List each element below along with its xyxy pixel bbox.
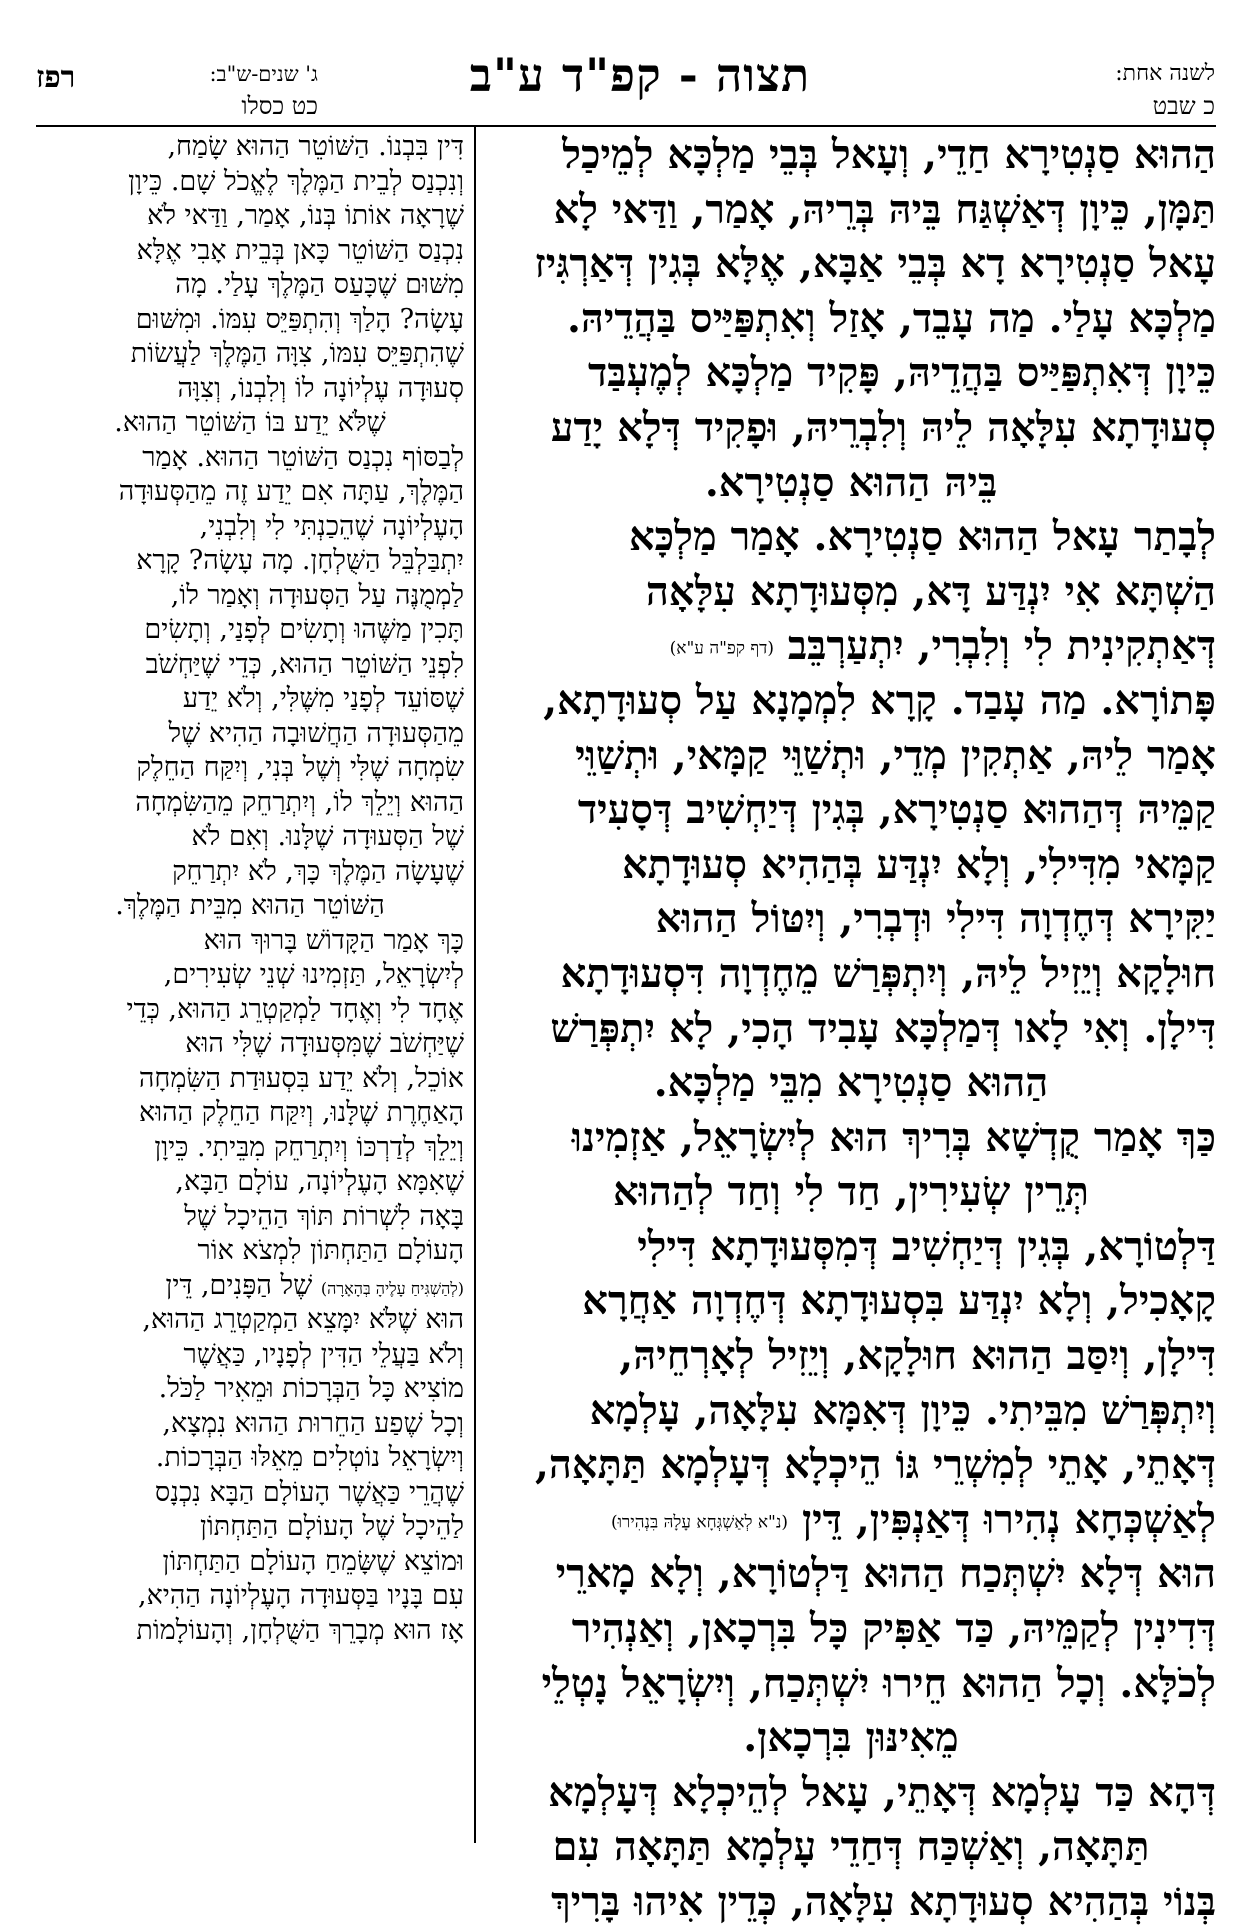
main-line: דְּדִינִין לְקַמֵּיהּ, כַּד אַפִּיק כָּל בִּרְכָאן, וְאַנְהִיר xyxy=(571,1605,1216,1653)
side-line: שֶׁל הַסְּעוּדָה שֶׁלָּנוּ. וְאִם לֹא xyxy=(191,821,464,852)
nusach-reference: (נ"א לְאַשְׁגְּחָא עָלָהּ בִּנְהִירוּ) xyxy=(610,1512,789,1533)
nusach-reference: (לְהַשְׁגִּיחַ עָלֶיהָ בְּהָאָרָה) xyxy=(320,1278,464,1298)
side-line-text: שֶׁל הַפָּנִים, דֵּין xyxy=(165,1269,313,1301)
main-line: מֵאִינּוּן בִּרְכָאן. xyxy=(743,1714,959,1762)
schedule-three-years-date: כט כסלו xyxy=(241,92,318,120)
side-line: אָז הוּא מְבָרֵךְ הַשֻּׁלְחָן, וְהָעוֹלָמוֹת xyxy=(136,1614,464,1646)
side-line: כָּךְ אָמַר הַקָּדוֹשׁ בָּרוּךְ הוּא xyxy=(203,924,464,956)
side-line: הַהוּא וְיֵלֵךְ לוֹ, וְיִתְרַחֵק מֵהַשִּׂמְחָה xyxy=(135,786,464,818)
main-line: כַּךְ אָמַר קֻדְשָׁא בְּרִיךְ הוּא לְיִשְׂרָאֵל, אַזְמִינוּ xyxy=(571,1113,1216,1161)
main-line: תַּתָּאָה, וְאַשְׁכַּח דְּחַדֵי עָלְמָא תַּתָּאָה עִם xyxy=(552,1823,1150,1871)
side-line: שֶׁאִמָּא הָעֶלְיוֹנָה, עוֹלָם הַבָּא, xyxy=(175,1166,464,1197)
main-line-text: דְּאַתְקִינִית לִי וְלִבְרִי, יִתְעַרְבֵּב xyxy=(787,622,1216,670)
side-line: יִתְבַּלְבֵּל הַשֻּׁלְחָן. מָה עָשָׂה? קָרָא xyxy=(136,545,464,576)
main-line: לְכֹלָּא. וְכָל הַהוּא חֵירוּ יִשְׁתְּכַח, וְיִשְׂרָאֵל נָטְלֵי xyxy=(541,1659,1216,1707)
side-line: לַהֵיכָל שֶׁל הָעוֹלָם הַתַּחְתּוֹן xyxy=(200,1511,464,1542)
side-line: סְעוּדָה עֶלְיוֹנָה לוֹ וְלִבְנוֹ, וְצִוָּה xyxy=(177,372,464,404)
page-number: רפז xyxy=(36,60,76,95)
side-line: וְכָל שֶׁפַע הַחֵרוּת הַהוּא נִמְצָא, xyxy=(162,1407,464,1439)
main-line: דִּילָן. וְאִי לָאו דְּמַלְכָּא עָבִיד הָכִי, לָא יִתְפְּרַשׁ xyxy=(550,1004,1216,1052)
side-line: דִּין בִּבְנוֹ. הַשּׁוֹטֵר הַהוּא שָׂמַח, xyxy=(167,131,464,162)
main-column-aramaic xyxy=(486,128,1216,1930)
side-line: אוֹכֵל, וְלֹא יֵדַע בִּסְעוּדַת הַשִּׂמְחָה xyxy=(138,1062,464,1094)
side-column-translation xyxy=(36,130,464,1648)
side-line: שֶׁהֲרֵי כַּאֲשֶׁר הָעוֹלָם הַבָּא נִכְנָס xyxy=(154,1476,464,1508)
side-line: מִשּׁוּם שֶׁכָּעַס הַמֶּלֶךְ עָלַי. מָה xyxy=(175,269,464,300)
side-line: לַמְמֻנֶּה עַל הַסְּעוּדָה וְאָמַר לוֹ, xyxy=(170,579,464,611)
side-line: הַמֶּלֶךְ, עַתָּה אִם יֵדַע זֶה מֵהַסְּעוּדָה xyxy=(118,476,464,507)
side-line: הָעֶלְיוֹנָה שֶׁהֵכַנְתִּי לִי וְלִבְנִי, xyxy=(199,510,464,542)
side-line: וְיֵלֵךְ לְדַרְכּוֹ וְיִתְרַחֵק מִבֵּיתִי. כֵּיוָן xyxy=(154,1131,464,1163)
main-line: סְעוּדָתָא עִלָּאָה לֵיהּ וְלִבְרֵיהּ, וּפָקִיד דְּלָא יָדַע xyxy=(550,403,1216,451)
page-title: תצוה - קפ"ד ע"ב xyxy=(469,48,811,102)
main-line: תְּרֵין שְׂעִירִין, חַד לִי וְחַד לְהַהוּא xyxy=(613,1168,1089,1216)
schedule-one-year: לשנה אחת: xyxy=(1115,61,1215,86)
header-rule xyxy=(36,125,1216,127)
side-line: תָּכִין מַשֶּׁהוּ וְתָשִׂים לְפָנַי, וְתָשִׂים xyxy=(144,614,464,645)
side-line: שֶׁעָשָׂה הַמֶּלֶךְ כָּךְ, לֹא יִתְרַחֵק xyxy=(172,855,464,887)
main-line: תַּמָּן, כֵּיוָן דְּאַשְׁגַּח בֵּיהּ בְּרֵיהּ, אָמַר, וַדַּאי לָא xyxy=(553,185,1216,233)
main-line: לְבָתַר עָאל הַהוּא סַנְטִירָא. אָמַר מַלְכָּא xyxy=(629,513,1216,561)
main-line: כֵּיוָן דְּאִתְפַּיַּיס בַּהֲדֵיהּ, פָּקִיד מַלְכָּא לְמֶעְבַּד xyxy=(588,349,1216,397)
side-line: לְבַסּוֹף נִכְנַס הַשּׁוֹטֵר הַהוּא. אָמַר xyxy=(142,441,464,473)
side-line: הַשּׁוֹטֵר הַהוּא מִבֵּית הַמֶּלֶךְ. xyxy=(115,890,385,921)
main-line: וְיִתְפְּרַשׁ מִבֵּיתִי. כֵּיוָן דְּאִמָּא עִלָּאָה, עָלְמָא xyxy=(589,1386,1216,1434)
main-line: הַשְׁתָּא אִי יִנְדַּע דָּא, מִסְּעוּדָתָא עִלָּאָה xyxy=(645,567,1216,615)
main-line: דְּאָתֵי, אָתֵי לְמִשְׁרֵי גּוֹ הֵיכְלָא דְּעָלְמָא תַּתָּאָה, xyxy=(535,1441,1216,1489)
side-line: וְיִשְׂרָאֵל נוֹטְלִים מֵאֵלּוּ הַבְּרָכוֹת. xyxy=(155,1442,464,1473)
main-line-text-a: לְאַשְׁכְּחָא נְהִירוּ דְּאַנְפִּין, דֵּין xyxy=(801,1495,1216,1543)
schedule-three-years: ג' שנים-ש"ב: xyxy=(209,62,318,86)
side-line: מֵהַסְּעוּדָה הַחֲשׁוּבָה הַהִיא שֶׁל xyxy=(168,717,464,749)
main-line: פָּתוֹרָא. מַה עָבַד. קָרָא לִמְמָנָא עַל סְעוּדָתָא, xyxy=(543,676,1216,724)
main-line: קַמָּאי מִדִּילִי, וְלָא יִנְדַּע בְּהַהִיא סְעוּדָתָא xyxy=(622,840,1216,888)
main-line-with-ref xyxy=(486,619,1216,674)
side-line: הוּא שֶׁלֹּא יִמָּצֵא הַמְקַטְרֵג הַהוּא, xyxy=(142,1304,464,1335)
main-line: בְּנוֹי בְּהַהִיא סְעוּדָתָא עִלָּאָה, כְּדֵין אִיהוּ בָּרִיךְ xyxy=(551,1878,1216,1925)
side-line-with-ref xyxy=(36,1269,464,1304)
main-line: עָאל סַנְטִירָא דָא בְּבֵי אַבָּא, אֶלָּא בְּגִין דְּאַרְגִּיז xyxy=(534,240,1216,288)
main-line: דַּלְטוֹרָא, בְּגִין דְּיַחְשִׁיב דְּמִסְּעוּדָתָא דִּילִי xyxy=(637,1222,1216,1270)
side-line: וּמוֹצֵא שֶׁשָּׂמֵחַ הָעוֹלָם הַתַּחְתּוֹן xyxy=(162,1545,464,1577)
main-line: הַהוּא סַנְטִירָא מִבֵּי מַלְכָּא. xyxy=(653,1059,1049,1107)
side-line: הָאַחֶרֶת שֶׁלָּנוּ, וְיִקַּח הַחֵלֶק הַהוּא xyxy=(139,1097,464,1128)
side-line: לִפְנֵי הַשּׁוֹטֵר הַהוּא, כְּדֵי שֶׁיַּחְשֹׁב xyxy=(145,648,464,680)
side-line: שִׂמְחָה שֶׁלִּי וְשֶׁל בְּנִי, וְיִקַּח הַחֵלֶק xyxy=(136,752,464,783)
main-line: יַקִּירָא דְּחֶדְוָה דִּילִי וּדְבְרִי, וְיִטּוֹל הַהוּא xyxy=(655,895,1216,943)
main-line: הוּא דְּלָא יִשְׁתְּכַח הַהוּא דַּלְטוֹרָא, וְלָא מָארֵי xyxy=(555,1550,1216,1598)
side-line: וְלֹא בַּעֲלֵי הַדִּין לְפָנָיו, כַּאֲשֶׁר xyxy=(183,1338,464,1370)
main-line: קַמֵּיהּ דְּהַהוּא סַנְטִירָא, בְּגִין דְּיַחְשִׁיב דְּסָעִיד xyxy=(577,786,1216,834)
side-line: אֶחָד לִי וְאֶחָד לַמְקַטְרֵג הַהוּא, כְּדֵי xyxy=(126,993,464,1025)
side-line: מוֹצִיא כָּל הַבְּרָכוֹת וּמֵאִיר לַכֹּל. xyxy=(158,1373,464,1404)
side-line: וְנִכְנַס לְבֵית הַמֶּלֶךְ לֶאֱכֹל שָׁם. כֵּיוָן xyxy=(128,165,464,197)
side-line: בָּאָה לִשְׁרוֹת תּוֹךְ הַהֵיכָל שֶׁל xyxy=(184,1200,464,1232)
main-line: דְּהָא כַּד עָלְמָא דְּאָתֵי, עָאל לְהֵיכְלָא דְּעָלְמָא xyxy=(548,1768,1216,1816)
side-line: שֶׁהִתְפַּיֵּס עִמּוֹ, צִוָּה הַמֶּלֶךְ לַעֲשׂוֹת xyxy=(130,338,464,369)
side-line: נִכְנַס הַשּׁוֹטֵר כָּאן בְּבֵית אָבִי אֶלָּא xyxy=(136,234,464,266)
schedule-one-year-date: כ שבט xyxy=(1152,92,1215,120)
main-line: דִּילָן, וְיִסַּב הַהוּא חוּלָקָא, וְיֵזִיל לְאָרְחֵיהּ, xyxy=(619,1332,1216,1380)
side-line: עָשָׂה? הָלַךְ וְהִתְפַּיֵּס עִמּוֹ. וּמִשּׁוּם xyxy=(135,303,464,335)
page-reference: (דף קפ"ה ע"א) xyxy=(669,639,774,660)
main-line: בֵּיהּ הַהוּא סַנְטִירָא. xyxy=(704,458,998,506)
main-line-with-ref xyxy=(486,1493,1216,1548)
main-line: מַלְכָּא עָלַי. מַה עָבֵד, אָזַל וְאִתְפַּיַּיס בַּהֲדֵיהּ. xyxy=(566,294,1216,342)
side-line: שֶׁרָאָה אוֹתוֹ בְּנוֹ, אָמַר, וַדַּאי לֹא xyxy=(147,200,464,231)
main-line: חוּלָקָא וְיֵזִיל לֵיהּ, וְיִתְפְּרַשׁ מֵחֶדְוָה דִּסְעוּדָתָא xyxy=(560,949,1216,997)
side-line: עִם בָּנָיו בַּסְּעוּדָה הָעֶלְיוֹנָה הַהִיא, xyxy=(138,1580,464,1611)
side-line: שֶׁיַּחְשֹׁב שֶׁמִּסְּעוּדָה שֶׁלִּי הוּא xyxy=(185,1028,464,1059)
side-line: שֶׁסּוֹעֵד לְפָנַי מִשֶּׁלִּי, וְלֹא יֵדַע xyxy=(182,683,464,714)
side-line: שֶׁלֹּא יֵדַע בּוֹ הַשּׁוֹטֵר הַהוּא. xyxy=(114,407,386,438)
main-line: קָאָכִיל, וְלָא יִנְדַּע בִּסְעוּדָתָא דְּחֶדְוָה אַחֲרָא xyxy=(582,1277,1216,1325)
main-line: הַהוּא סַנְטִירָא חַדֵי, וְעָאל בְּבֵי מַלְכָּא לְמֵיכַל xyxy=(562,131,1216,178)
side-line: הָעוֹלָם הַתַּחְתּוֹן לִמְצֹא אוֹר xyxy=(197,1235,464,1266)
main-line: אָמַר לֵיהּ, אַתְקִין מְדֵי, וּתְשַׁוֵּי קַמָּאי, וּתְשַׁוֵּי xyxy=(575,731,1216,779)
side-line: לְיִשְׂרָאֵל, תַּזְמִינוּ שְׁנֵי שְׂעִירִים, xyxy=(163,959,464,990)
column-divider xyxy=(474,127,476,1843)
